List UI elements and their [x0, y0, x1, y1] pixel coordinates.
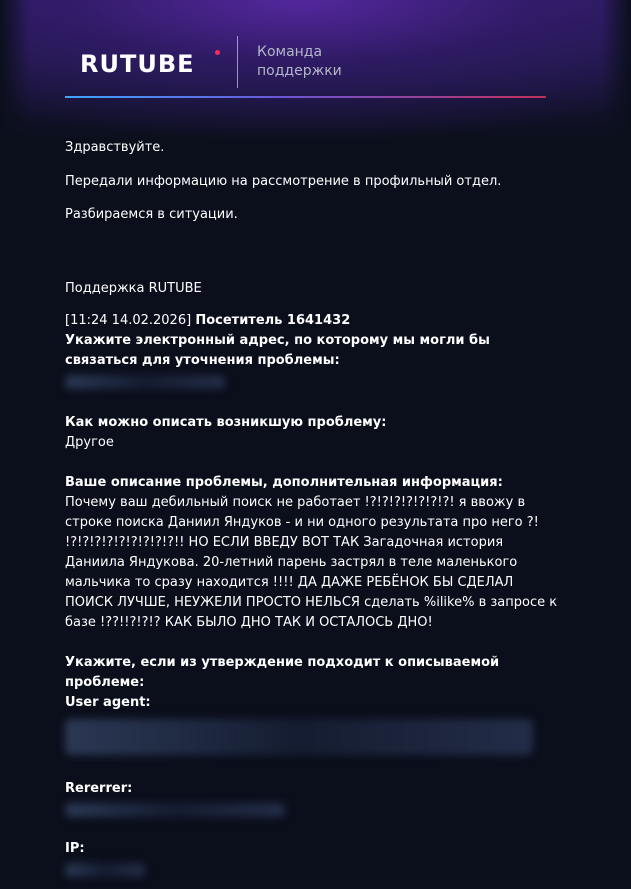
- investigating-message: Разбираемся в ситуации.: [65, 207, 238, 222]
- header-gradient-line: [65, 96, 546, 98]
- question-statement: Укажите, если из утверждение подходит к описываемой проблеме:: [65, 655, 500, 690]
- log-timestamp: [11:24 14.02.2026]: [65, 313, 192, 328]
- log-header: [65, 311, 565, 331]
- greeting: Здравствуйте.: [65, 140, 165, 155]
- header-edge-left: [0, 0, 30, 140]
- forwarded-message: Передали информацию на рассмотрение в профильный отдел.: [65, 174, 502, 189]
- redacted-ip: [65, 863, 145, 877]
- team-line-1: Команда: [257, 44, 323, 60]
- header-divider: [237, 36, 238, 88]
- rutube-logo: RUTUBE: [80, 50, 195, 78]
- header-edge-right: [601, 0, 631, 140]
- question-user-agent: User agent:: [65, 695, 151, 710]
- question-ip: IP:: [65, 841, 85, 856]
- redacted-user-agent: [65, 719, 533, 755]
- answer-description: Почему ваш дебильный поиск не работает !?!?!?!?!?!?!?! я ввожу в строке поиска Даниил Яндуков - и ни одного результата про него ?! !?!?!?!?!?!?!?!?!?!! НО ЕСЛИ ВВЕДУ ВОТ ТАК Загадочная история Даниила Яндукова. 20-летний парень застрял в теле маленького мальчика то сразу находится !!!! ДА ДАЖЕ РЕБЁНОК БЫ СДЕЛАЛ ПОИСК ЛУЧШЕ, НЕУЖЕЛИ ПРОСТО НЕЛЬСЯ сделать %ilike% в запросе к базе !??!!?!?!? КАК БЫЛО ДНО ТАК И ОСТАЛОСЬ ДНО!: [65, 495, 558, 630]
- question-description: Ваше описание проблемы, дополнительная информация:: [65, 475, 503, 490]
- redacted-referrer: [65, 803, 285, 817]
- question-referrer: Rererrer:: [65, 781, 133, 796]
- email-header: [0, 0, 631, 140]
- redacted-email: [65, 375, 225, 389]
- signature: Поддержка RUTUBE: [65, 281, 202, 296]
- log-visitor: Посетитель 1641432: [195, 313, 351, 328]
- team-line-2: поддержки: [257, 63, 342, 79]
- support-team-label: [257, 43, 342, 81]
- answer-problem: Другое: [65, 435, 114, 450]
- email-body: [65, 138, 565, 877]
- question-problem: Как можно описать возникшую проблему:: [65, 415, 387, 430]
- question-email: Укажите электронный адрес, по которому мы могли бы связаться для уточнения проблемы:: [65, 333, 490, 368]
- logo-dot-icon: [215, 50, 220, 55]
